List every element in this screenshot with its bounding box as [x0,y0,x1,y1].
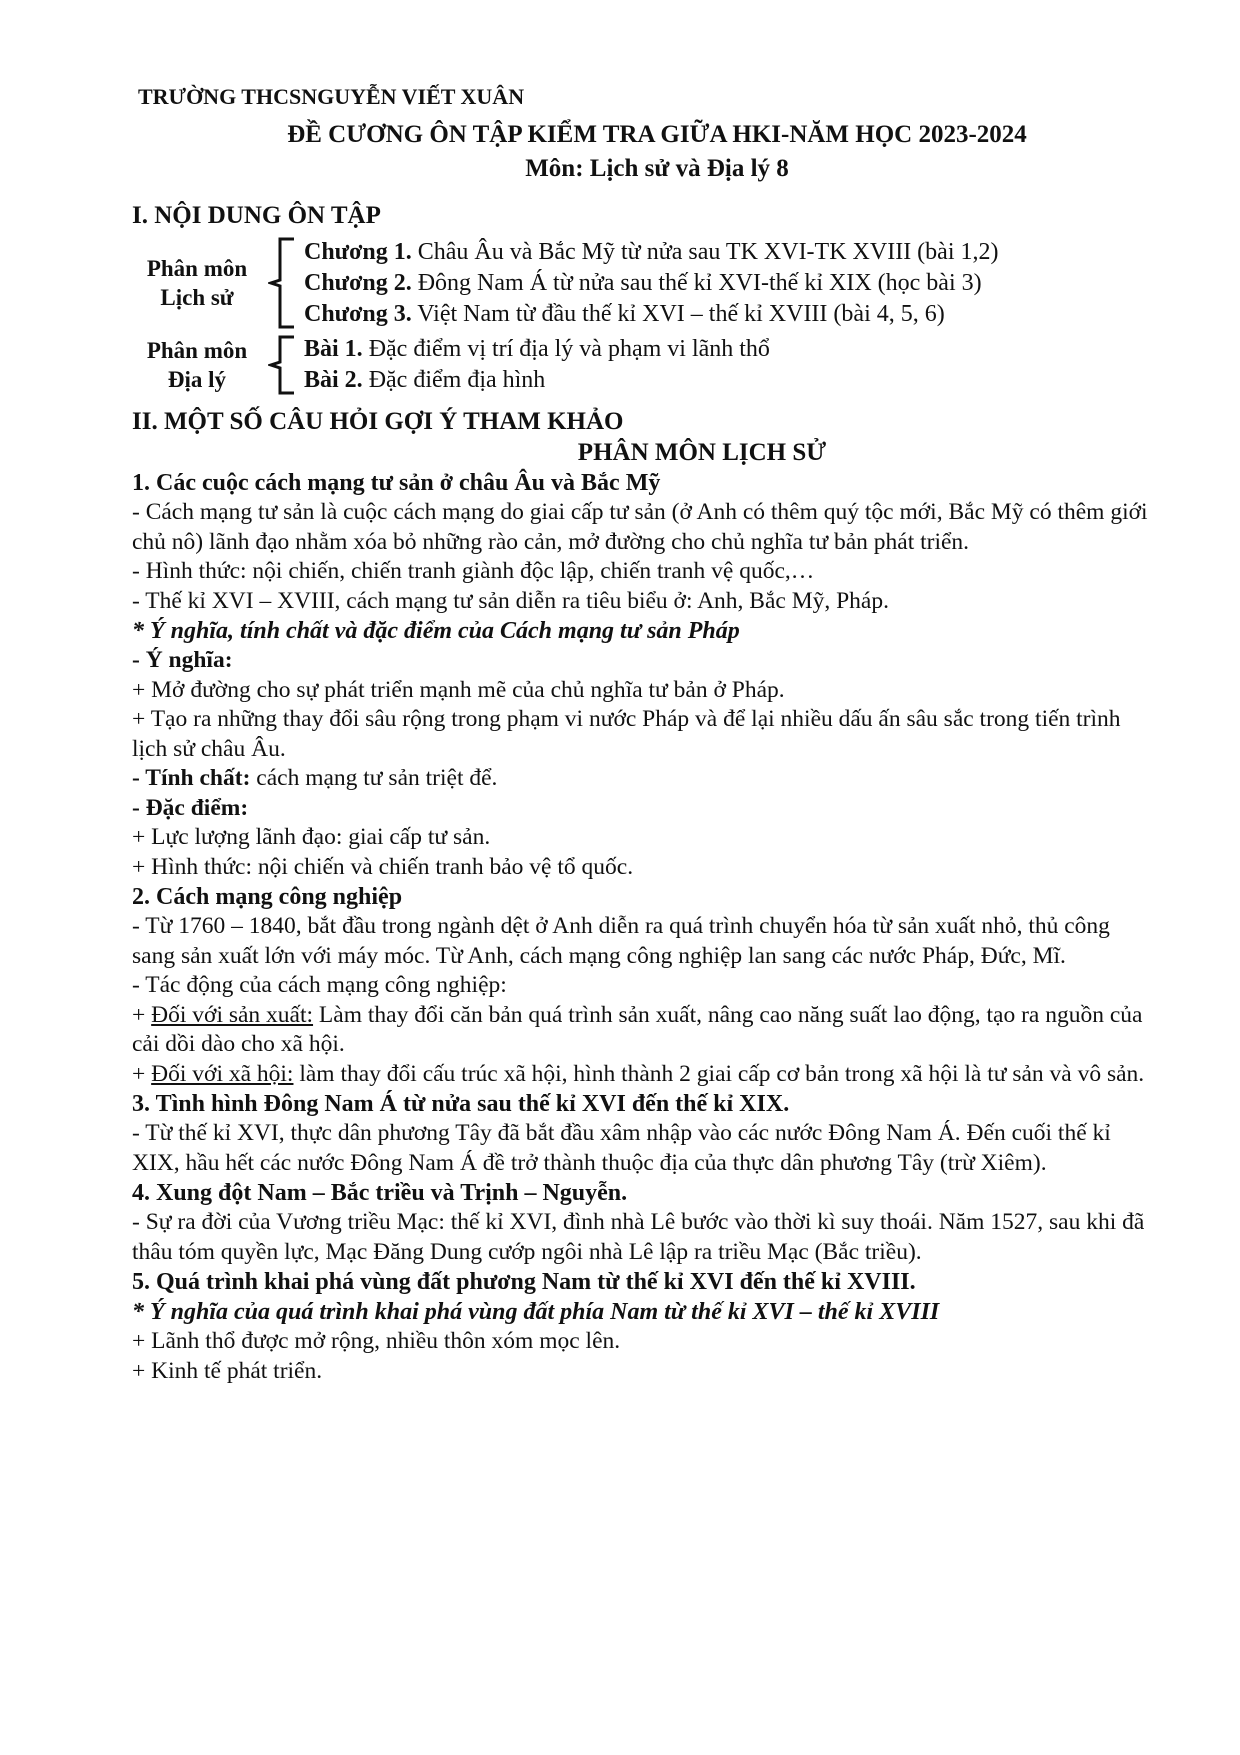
document-subtitle: Môn: Lịch sử và Địa lý 8 [525,155,789,182]
brace-icon [262,334,304,396]
geography-outline [132,334,1152,396]
geography-outline-label [132,336,262,394]
history-label-line2: Lịch sử [160,285,234,310]
q1-feature-item: + Hình thức: nội chiến và chiến tranh bảo vệ tổ quốc. [132,853,634,880]
school-name: TRƯỜNG THCSNGUYỄN VIẾT XUÂN [138,84,525,109]
q4-heading: 4. Xung đột Nam – Bắc triều và Trịnh – Nguyễn. [132,1180,628,1206]
history-outline [132,236,1152,330]
q2-paragraph: - Tác động của cách mạng công nghiệp: [132,972,507,998]
q1-paragraph: - Cách mạng tư sản là cuộc cách mạng do giai cấp tư sản (ở Anh có thêm quý tộc mới, Bắc Mỹ có thêm giới chủ nô) lãnh đạo nhằm xóa bỏ những rào cản, mở đường cho chủ nghĩa tư bản phát triển. [132,499,1148,555]
q1-paragraph: - Thế kỉ XVI – XVIII, cách mạng tư sản diễn ra tiêu biểu ở: Anh, Bắc Mỹ, Pháp. [132,587,889,614]
history-label-line1: Phân môn [146,256,248,281]
section-2-heading: II. MỘT SỐ CÂU HỎI GỢI Ý THAM KHẢO [132,408,624,435]
q2-paragraph: - Từ 1760 – 1840, bắt đầu trong ngành dệt ở Anh diễn ra quá trình chuyển hóa từ sản xuất nhỏ, thủ công sang sản xuất lớn với máy móc. Từ Anh, cách mạng công nghiệp lan sang các nước Pháp, Đức, Mĩ. [132,913,1110,969]
q1-feature-item: + Lực lượng lãnh đạo: giai cấp tư sản. [132,824,491,850]
q4-paragraph: - Sự ra đời của Vương triều Mạc: thế kỉ XVI, đình nhà Lê bước vào thời kì suy thoái. Năm 1527, sau khi đã thâu tóm quyền lực, Mạc Đăng Dung cướp ngôi nhà Lê lập ra triều Mạc (Bắc triều). [132,1209,1145,1265]
history-item: Chương 1. Châu Âu và Bắc Mỹ từ nửa sau TK XVI-TK XVIII (bài 1,2) [304,238,999,265]
q2-impact-production: + Đối với sản xuất: Làm thay đổi căn bản quá trình sản xuất, nâng cao năng suất lao động, tạo ra nguồn của cải dồi dào cho xã hội. [132,1001,1143,1057]
q5-subheading: * Ý nghĩa của quá trình khai phá vùng đất phía Nam từ thế kỉ XVI – thế kỉ XVIII [132,1299,940,1325]
q1-meaning-label: - Ý nghĩa: [132,647,233,673]
subject-title: PHÂN MÔN LỊCH SỬ [577,439,827,466]
q5-item: + Kinh tế phát triển. [132,1357,323,1384]
q5-heading: 5. Quá trình khai phá vùng đất phương Nam từ thế kỉ XVI đến thế kỉ XVIII. [132,1269,916,1295]
q1-subheading: * Ý nghĩa, tính chất và đặc điểm của Cách mạng tư sản Pháp [132,618,740,644]
geo-item: Bài 1. Đặc điểm vị trí địa lý và phạm vi lãnh thổ [304,336,770,362]
history-outline-items [304,237,999,330]
geo-label-line2: Địa lý [167,367,227,392]
q1-heading: 1. Các cuộc cách mạng tư sản ở châu Âu và Bắc Mỹ [132,470,661,496]
q3-heading: 3. Tình hình Đông Nam Á từ nửa sau thế kỉ XVI đến thế kỉ XIX. [132,1091,790,1117]
q1-meaning-item: + Mở đường cho sự phát triển mạnh mẽ của chủ nghĩa tư bản ở Pháp. [132,676,785,703]
q1-nature-line: - Tính chất: cách mạng tư sản triệt để. [132,765,498,791]
geography-outline-items [304,334,770,396]
q5-item: + Lãnh thổ được mở rộng, nhiều thôn xóm mọc lên. [132,1328,621,1354]
q3-paragraph: - Từ thế kỉ XVI, thực dân phương Tây đã bắt đầu xâm nhập vào các nước Đông Nam Á. Đến cuối thế kỉ XIX, hầu hết các nước Đông Nam Á đề trở thành thuộc địa của thực dân phương Tây (trừ Xiêm). [132,1120,1111,1176]
q1-meaning-item: + Tạo ra những thay đổi sâu rộng trong phạm vi nước Pháp và để lại nhiều dấu ấn sâu sắc trong tiến trình lịch sử châu Âu. [132,706,1121,762]
geo-label-line1: Phân môn [146,338,248,363]
history-item: Chương 2. Đông Nam Á từ nửa sau thế kỉ XVI-thế kỉ XIX (học bài 3) [304,269,982,296]
section-1-heading: I. NỘI DUNG ÔN TẬP [132,202,381,229]
history-outline-label [132,254,262,312]
q1-paragraph: - Hình thức: nội chiến, chiến tranh giành độc lập, chiến tranh vệ quốc,… [132,558,815,584]
geo-item: Bài 2. Đặc điểm địa hình [304,367,546,393]
q2-impact-society: + Đối với xã hội: làm thay đổi cấu trúc xã hội, hình thành 2 giai cấp cơ bản trong xã hội là tư sản và vô sản. [132,1060,1145,1087]
q1-feature-label: - Đặc điểm: [132,794,249,821]
q2-heading: 2. Cách mạng công nghiệp [132,884,403,910]
brace-icon [262,236,304,330]
history-item: Chương 3. Việt Nam từ đầu thế kỉ XVI – thế kỉ XVIII (bài 4, 5, 6) [304,300,945,327]
document-title: ĐỀ CƯƠNG ÔN TẬP KIỂM TRA GIỮA HKI-NĂM HỌC 2023-2024 [287,121,1027,148]
